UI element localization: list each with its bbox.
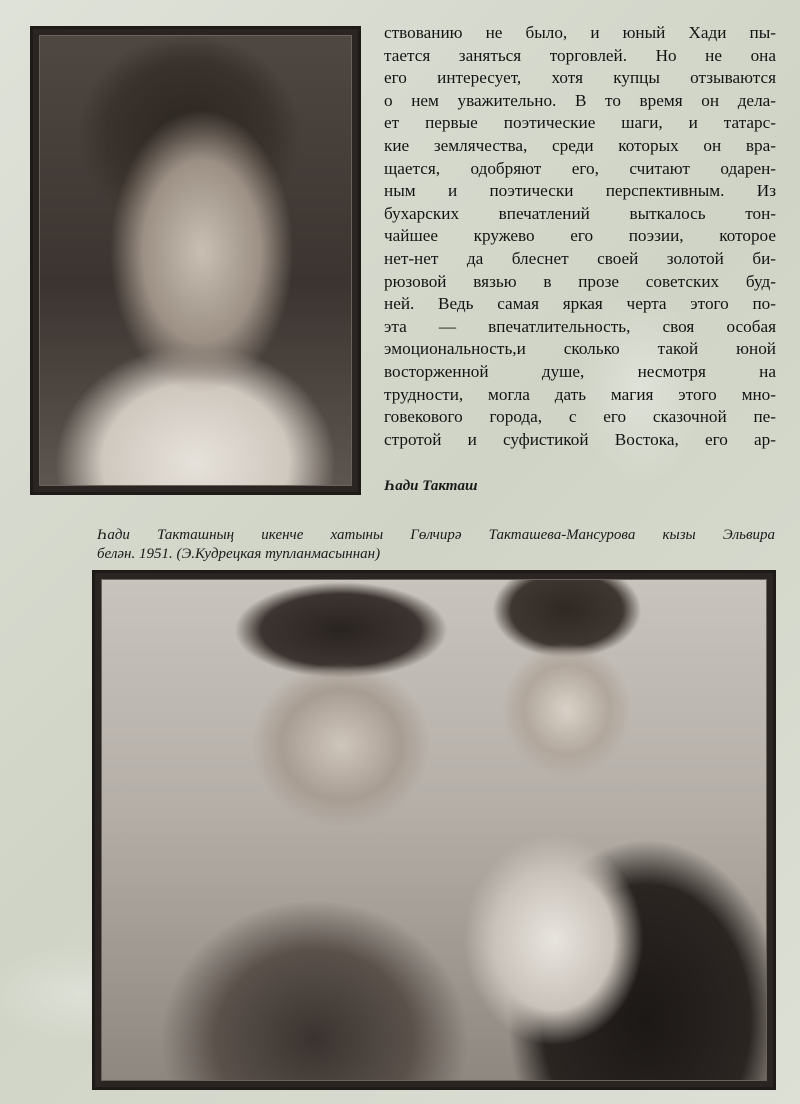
- article-line: чайшее кружево его поэзии, которое: [384, 226, 776, 246]
- family-photo-caption: [97, 526, 775, 564]
- article-line: кие землячества, среди которых он вра-: [384, 135, 776, 155]
- family-photo-caption-line: белән. 1951. (Э.Кудрецкая тупланмасыннан): [97, 546, 381, 562]
- family-photo: [101, 579, 767, 1081]
- article-line: тается заняться торговлей. Но не она: [384, 45, 776, 65]
- portrait-caption: Һади Такташ: [384, 478, 478, 494]
- article-line: говекового города, с его сказочной пе-: [384, 407, 776, 427]
- article-line: эта — впечатлительность, своя особая: [384, 316, 776, 336]
- portrait-photo-frame: [30, 26, 361, 495]
- article-body: [384, 22, 776, 451]
- article-line: о нем уважительно. В то время он дела-: [384, 90, 776, 110]
- portrait-photo: [39, 35, 352, 486]
- article-line: рюзовой вязью в прозе советских буд-: [384, 271, 776, 291]
- article-line: эмоциональность,и сколько такой юной: [384, 339, 776, 359]
- article-line: восторженной душе, несмотря на: [384, 361, 776, 381]
- article-line: его интересует, хотя купцы отзываются: [384, 68, 776, 88]
- family-photo-caption-line: Һади Такташның икенче хатыны Гөлчирә Такташева-Мансурова кызы Эльвира: [97, 527, 775, 543]
- article-line: стротой и суфистикой Востока, его ар-: [384, 429, 776, 449]
- article-line: ет первые поэтические шаги, и татарс-: [384, 113, 776, 133]
- article-line: ней. Ведь самая яркая черта этого по-: [384, 294, 776, 314]
- article-line: ствованию не было, и юный Хади пы-: [384, 23, 776, 42]
- article-line: щается, одобряют его, считают одарен-: [384, 158, 776, 178]
- article-line: трудности, могла дать магия этого мно-: [384, 384, 776, 404]
- article-line: бухарских впечатлений выткалось тон-: [384, 203, 776, 223]
- article-line: нет-нет да блеснет своей золотой би-: [384, 248, 776, 268]
- article-line: ным и поэтически перспективным. Из: [384, 181, 776, 201]
- family-photo-frame: [92, 570, 776, 1090]
